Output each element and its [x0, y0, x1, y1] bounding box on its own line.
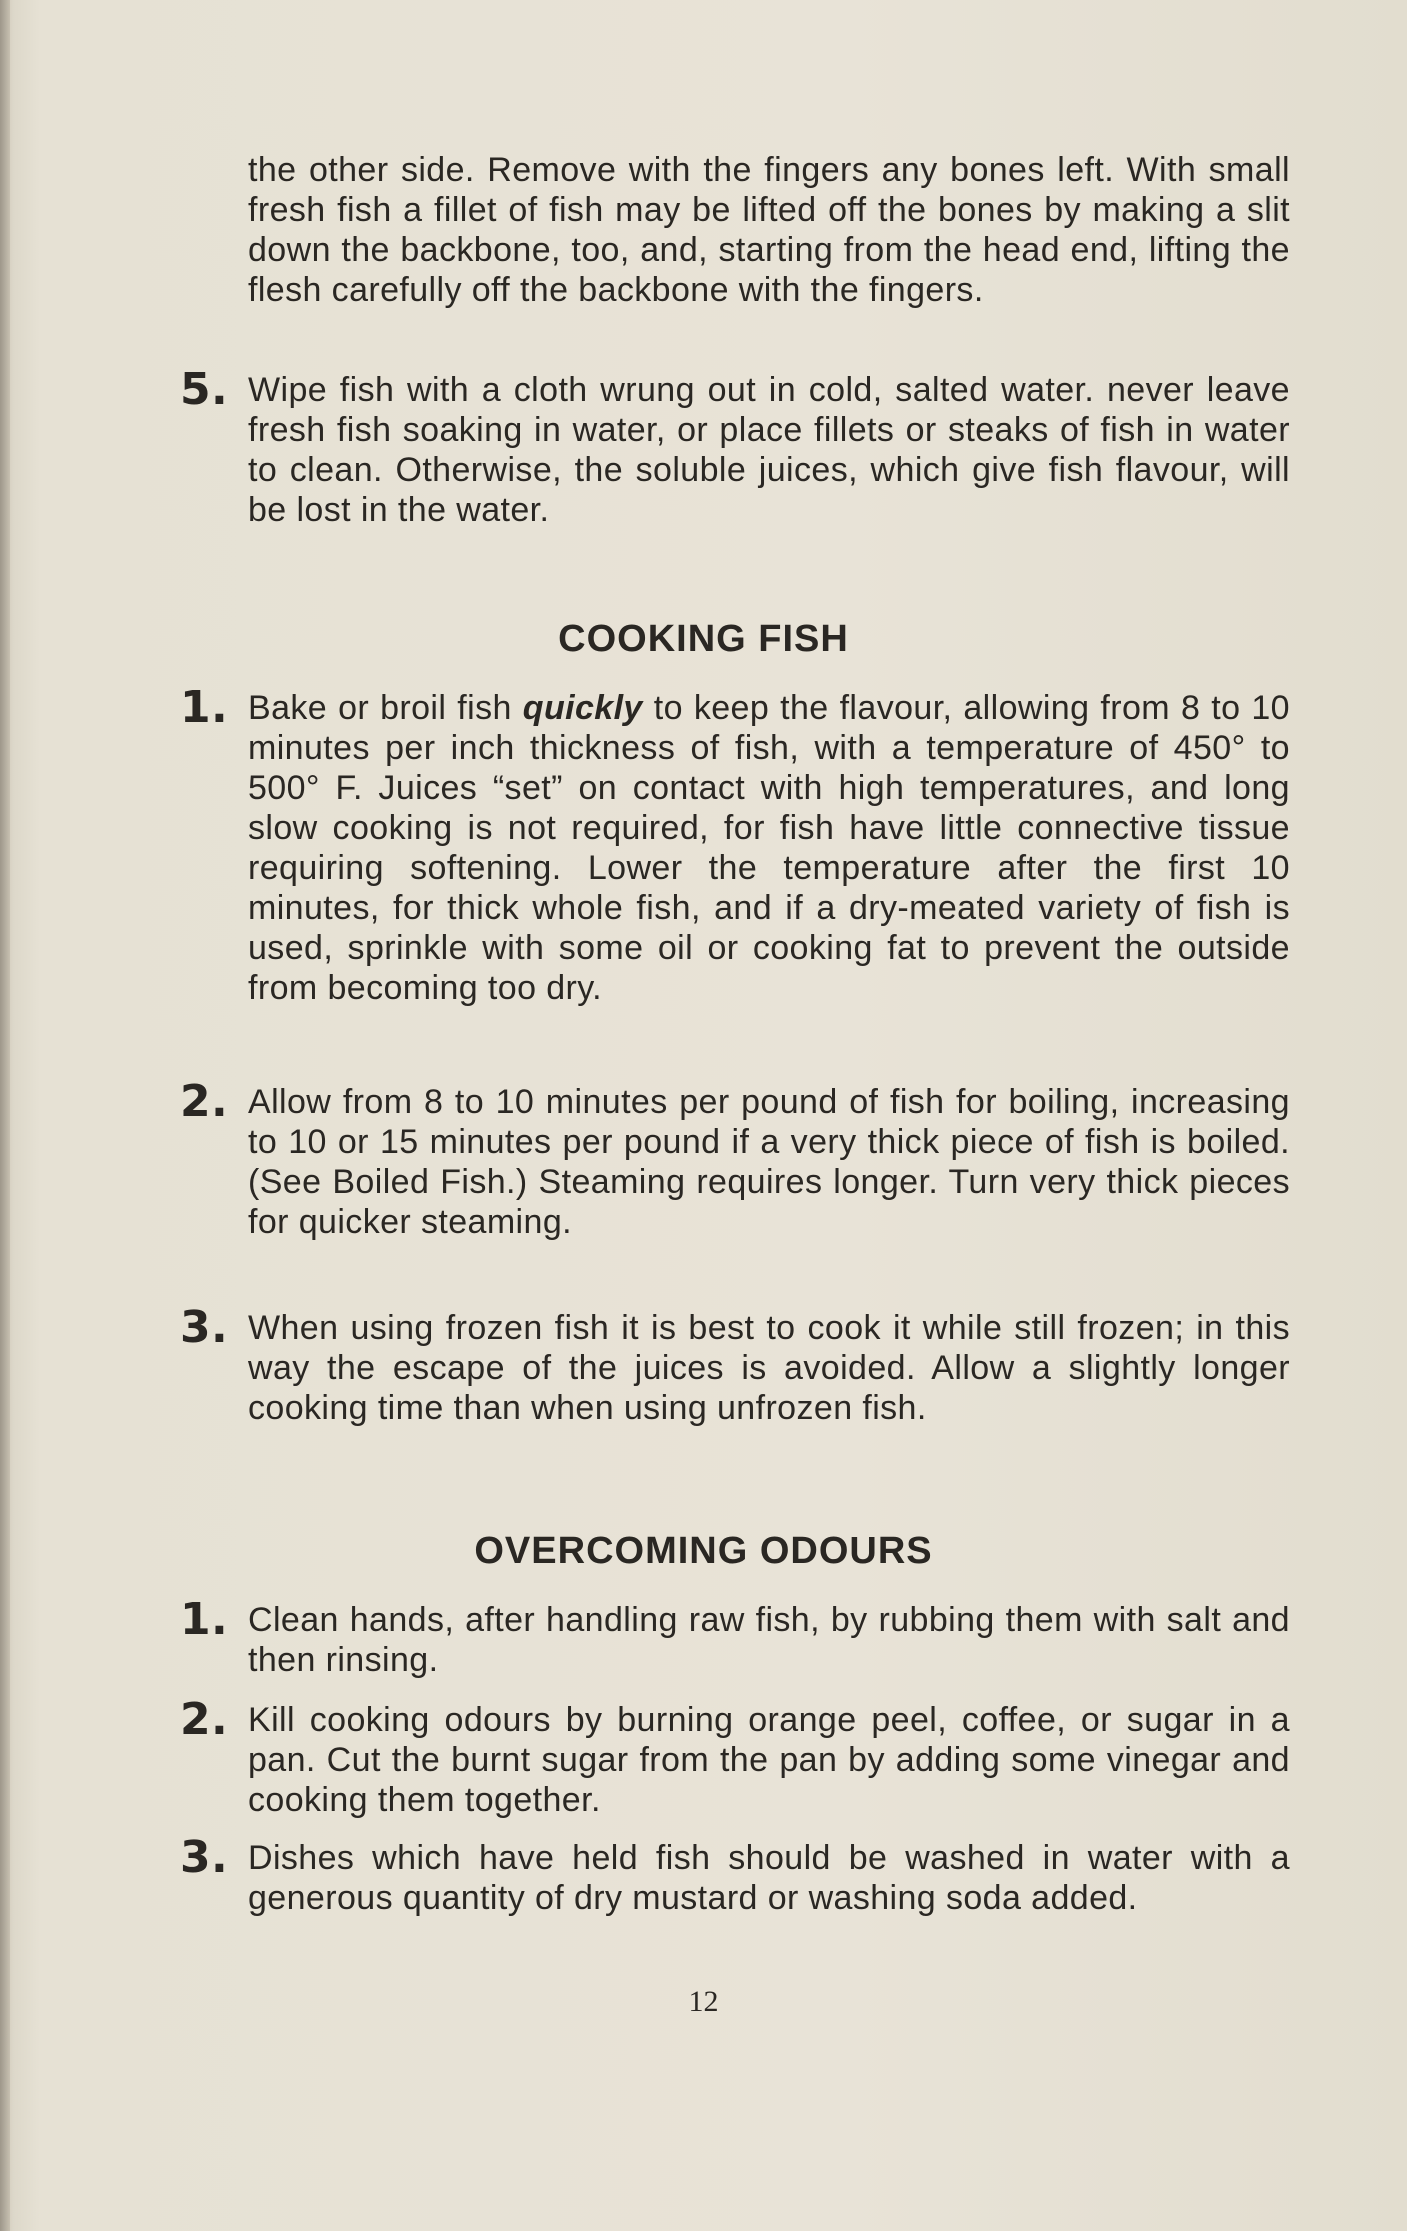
- cooking-step-1: [160, 682, 1290, 1008]
- step-paragraph: [160, 1076, 1290, 1242]
- continued-paragraph: the other side. Remove with the fingers any bones left. With small fresh fish a fillet of fish may be lifted off the bones by making a slit down the backbone, too, and, starting from the head end, lifting the flesh carefully off the backbone with the fingers.: [248, 151, 1290, 309]
- emphasis-quickly: quickly: [522, 689, 643, 727]
- odours-step-3: [160, 1832, 1290, 1918]
- cooking-fish-heading: COOKING FISH: [558, 618, 849, 660]
- step-paragraph: [160, 1594, 1290, 1680]
- page-number: 12: [688, 1985, 719, 2018]
- step-text: Allow from 8 to 10 minutes per pound of fish for boiling, increasing to 10 or 15 minutes per pound if a very thick piece of fish is boiled. (See Boiled Fish.) Steaming requires longer. Turn very thick pieces for quicker steaming.: [248, 1083, 1290, 1241]
- step-paragraph: [160, 1832, 1290, 1918]
- odours-step-2: [160, 1694, 1290, 1820]
- page-gutter: [0, 0, 10, 2231]
- step-paragraph: [160, 1694, 1290, 1820]
- step-number: 5.: [180, 364, 229, 415]
- step-text-start: Bake or broil fish: [248, 689, 523, 727]
- overcoming-odours-heading: OVERCOMING ODOURS: [474, 1530, 933, 1572]
- odours-step-1: [160, 1594, 1290, 1680]
- step-paragraph: [160, 1302, 1290, 1428]
- step-number: 3.: [180, 1302, 229, 1353]
- step-text: Dishes which have held fish should be washed in water with a generous quantity of dry mustard or washing soda added.: [248, 1839, 1290, 1917]
- step-text: Kill cooking odours by burning orange peel, coffee, or sugar in a pan. Cut the burnt sugar from the pan by adding some vinegar and cooking them together.: [248, 1701, 1290, 1819]
- cleaning-step-5: [160, 364, 1290, 530]
- step-number: 2.: [180, 1076, 229, 1127]
- step-text-rest: to keep the flavour, allowing from 8 to 10 minutes per inch thickness of fish, with a temperature of 450° to 500° F. Juices “set” on contact with high temperatures, and long slow cooking is not required, for fish have little connective tissue requiring softening. Lower the temperature after the first 10 minutes, for thick whole fish, and if a dry-meated variety of fish is used, sprinkle with some oil or cooking fat to prevent the outside from becoming too dry.: [248, 689, 1290, 1007]
- step-number: 1.: [180, 682, 229, 733]
- step-text: Clean hands, after handling raw fish, by rubbing them with salt and then rinsing.: [248, 1601, 1290, 1679]
- step-number: 3.: [180, 1832, 229, 1883]
- step-number: 2.: [180, 1694, 229, 1745]
- cooking-step-3: [160, 1302, 1290, 1428]
- continued-paragraph-block: [160, 150, 1290, 310]
- step-paragraph: [160, 682, 1290, 1008]
- step-paragraph: [160, 364, 1290, 530]
- step-number: 1.: [180, 1594, 229, 1645]
- step-text: Wipe fish with a cloth wrung out in cold, salted water. never leave fresh fish soaking in water, or place fillets or steaks of fish in water to clean. Otherwise, the soluble juices, which give fish flavour, will be lost in the water.: [248, 371, 1290, 529]
- step-text: When using frozen fish it is best to cook it while still frozen; in this way the escape of the juices is avoided. Allow a slightly longer cooking time than when using unfrozen fish.: [248, 1309, 1290, 1427]
- cooking-step-2: [160, 1076, 1290, 1242]
